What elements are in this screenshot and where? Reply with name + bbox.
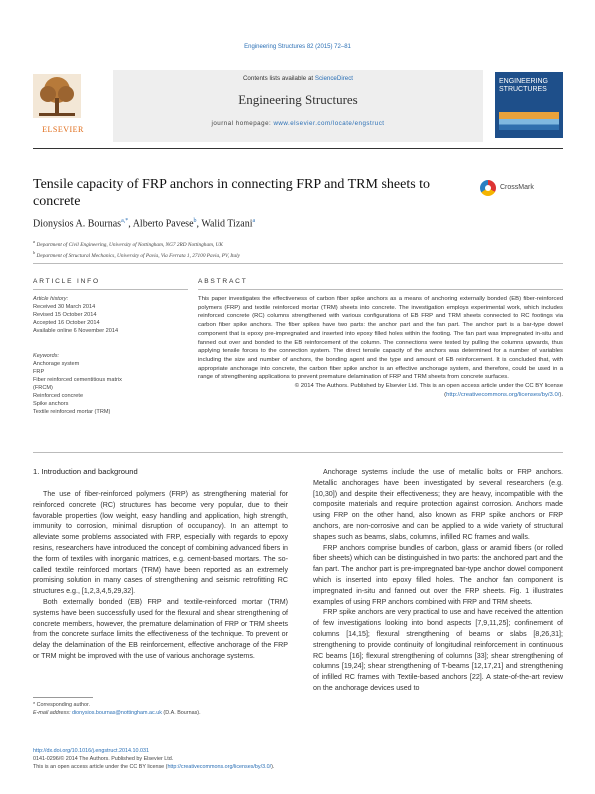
issn-line: 0141-0296/© 2014 The Authors. Published by Elsevier Ltd. [33, 755, 174, 762]
section-heading: 1. Introduction and background [33, 467, 138, 476]
keyword-item: (FRCM) [33, 385, 53, 391]
affiliation-sup: b [33, 249, 36, 255]
elsevier-logo[interactable] [33, 74, 93, 136]
author-sup[interactable]: a [252, 218, 256, 224]
keywords [33, 352, 188, 416]
license-prefix: This is an open access article under the CC BY license ( [33, 763, 168, 770]
crossmark-badge[interactable] [480, 178, 550, 200]
journal-banner [113, 70, 483, 142]
keyword-item: Fiber reinforced cementitious matrix [33, 377, 122, 383]
journal-header [33, 70, 563, 142]
crossmark-label: CrossMark [500, 184, 534, 191]
author-name[interactable]: Dionysios A. Bournas [33, 218, 122, 230]
journal-reference[interactable]: Engineering Structures 82 (2015) 72–81 [244, 44, 351, 50]
body-column-right [313, 467, 563, 694]
contents-prefix: Contents lists available at [242, 75, 315, 82]
email-line [33, 709, 333, 717]
paragraph: FRP anchors comprise bundles of carbon, glass or aramid fibers (or rolled fiber sheets) which can be distinguished in two parts: the anchored part and the fan part. The anchor part is pre-impregnated bar-type anchor dowel component which is inserted into epoxy filled holes. The anchor fan component is impregnated in-situ and fanned out over the FRP sheets. Fig. 1 illustrates examples of using FRP anchors combined with FRP and TRM sheets. [313, 543, 563, 606]
copyright-text: © 2014 The Authors. Published by Elsevier Ltd. This is an open access article under the CC BY license ( [294, 383, 563, 398]
affiliations [33, 238, 240, 260]
history-item: Revised 15 October 2014 [33, 312, 97, 318]
doi-link[interactable]: http://dx.doi.org/10.1016/j.engstruct.2014.10.031 [33, 748, 149, 754]
email-name: (D.A. Bournas). [161, 710, 201, 716]
footnote [33, 701, 333, 717]
article-history [33, 295, 188, 335]
crossmark-icon [480, 180, 496, 196]
footer-license-link[interactable]: http://creativecommons.org/licenses/by/3.0/ [167, 763, 272, 770]
cover-title: ENGINEERING STRUCTURES [499, 78, 549, 93]
elsevier-tree-icon [33, 74, 81, 118]
journal-cover-thumbnail[interactable] [495, 72, 563, 138]
homepage-link[interactable]: www.elsevier.com/locate/engstruct [273, 120, 385, 127]
author-sup[interactable]: a,* [121, 218, 129, 224]
abstract-text: This paper investigates the effectiveness of carbon fiber spike anchors as a means of anchoring externally bonded (EB) fiber-reinforced polymers (FRP) and textile reinforced mortar (TRM) sheets into concrete. The investigation employs experimental work, which includes reinforced concrete (RC) columns strengthened with various configurations of EB FRP and TRM sheets connected to RC footings via carbon fiber spike anchors. The fiber spikes have two parts: the anchor part and the fan part. The anchor part is a bar-type dowel component that is epoxy pre-impregnated and inserted into epoxy filled holes within the footing. The fan part was impregnated in-situ and fanned out over and bonded to the EB reinforcement of the column. The connections were tested by pulling the columns upwards, thus applying tensile forces to the connection system. The direct tensile capacity of the anchors was determined for a number of variables including the size and number of anchors, the bonding agent and the type and amount of EB reinforcement. It is concluded that, with appropriate anchorage into concrete, the carbon fiber spike anchor is an effective anchorage system, and therefore, could be used in a range of strengthening applications to prevent premature delamination of FRP and TRM sheets from concrete surfaces. [198, 296, 563, 381]
publisher-name: ELSEVIER [42, 125, 84, 134]
paragraph: FRP spike anchors are very practical to use and have received the attention of few investigations looking into bond aspects [7,9,11,25]; confinement of columns [14,15]; flexural strengthening of beams or slabs [8,26,31]; strengthening to provide continuity of longitudinal reinforcement in continuous RC beams [16]; flexural strengthening of columns [33]; shear strengthening of columns [19,24]; shear strengthening of T-beams [12,17,21] and strengthening of infilled RC frames with Textile-based anchors [22]. A state-of-the-art review on the anchorage devices used to [313, 608, 563, 692]
author-list: Dionysios A. Bournas$^{a,*}$, Alberto Pavese$^b$, Walid Tizani$^a$ [33, 218, 256, 230]
homepage-prefix: journal homepage: [211, 120, 274, 127]
paragraph: Anchorage systems include the use of metallic bolts or FRP anchors. Metallic anchorages have been investigated by several researchers (e.g. [10,30]) and despite their effectiveness; they are heavy, incompatible with the composite materials and require protection against corrosion. Anchors made using FRP on the other hand, also known as FRP spike anchors or FRP anchors, are non-corrosive and can be applied to a wide variety of structural shapes such as beams, slabs, columns, infilled RC frames and walls. [313, 468, 563, 541]
copyright-end: ). [559, 391, 563, 398]
journal-title: Engineering Structures [238, 92, 358, 107]
abstract-divider [198, 289, 563, 290]
author-sup[interactable]: b [193, 218, 197, 224]
affiliation-sup: a [33, 239, 36, 244]
abstract-copyright [198, 382, 563, 399]
abstract-heading: ABSTRACT [198, 278, 248, 285]
keyword-item: Textile reinforced mortar (TRM) [33, 409, 111, 415]
article-info-divider [33, 289, 188, 290]
header-divider [33, 148, 563, 149]
email-label: E-mail address: [33, 710, 72, 716]
keywords-label: Keywords: [33, 353, 60, 359]
license-line [33, 764, 563, 772]
body-column-left [33, 489, 288, 662]
page-footer [33, 748, 563, 771]
contents-line [113, 75, 483, 82]
abstract-body [198, 295, 563, 399]
body-divider [33, 452, 563, 453]
section-divider [33, 263, 563, 264]
homepage-line [113, 120, 483, 127]
keyword-item: FRP [33, 369, 45, 375]
author-name[interactable]: Walid Tizani [201, 218, 253, 230]
affiliation-item [33, 238, 240, 249]
keyword-item: Spike anchors [33, 401, 69, 407]
license-link[interactable]: http://creativecommons.org/licenses/by/3.0/ [446, 391, 560, 398]
history-label: Article history: [33, 296, 69, 302]
author-name[interactable]: Alberto Pavese [132, 218, 194, 230]
history-item: Received 30 March 2014 [33, 304, 96, 310]
footnote-divider [33, 697, 93, 698]
keyword-item: Anchorage system [33, 361, 80, 367]
affiliation-text: Department of Structural Mechanics, University of Pavia, Via Ferrata 1, 27100 Pavia, PV, Italy [36, 252, 240, 259]
sciencedirect-link[interactable]: ScienceDirect [314, 75, 354, 82]
history-item: Available online 6 November 2014 [33, 328, 119, 334]
history-item: Accepted 16 October 2014 [33, 320, 100, 326]
affiliation-item [33, 249, 240, 260]
license-end: ). [271, 763, 275, 770]
corresponding-author: * Corresponding author. [33, 702, 90, 708]
keyword-item: Reinforced concrete [33, 393, 84, 399]
affiliation-text: Department of Civil Engineering, University of Nottingham, NG7 2RD Nottingham, UK [36, 241, 223, 248]
cover-image [499, 112, 559, 130]
article-title: Tensile capacity of FRP anchors in connecting FRP and TRM sheets to concrete [33, 177, 431, 209]
paragraph: The use of fiber-reinforced polymers (FRP) as strengthening material for reinforced concrete (RC) structures has become very popular, due to their favorable properties (low weight, easy handling and application, high strength, immunity to corrosion, minimal disruption of occupancy). In an attempt to alleviate some problems associated with FRP, especially with regards to epoxy resins, researchers have introduced the concept of combining advanced fibers in the form of textiles with inorganic matrices, e.g. cement-based mortars. The so-called textile reinforced mortars (TRM) have been reported as an extremely promising solution in many cases of strengthening and seismic retrofitting RC structures e.g., [1,2,3,4,5,29,32]. [33, 490, 288, 596]
paragraph: Both externally bonded (EB) FRP and textile-reinforced mortar (TRM) systems have been successfully used for the flexural and shear strengthening of concrete members, however, the premature delamination of FRP or TRM sheets from the concrete surface limits the effectiveness of the technique. To prevent or delay the delamination of the EB reinforcement, effective anchorage of the FRP or TRM might be improved with the use of various anchorage systems. [33, 597, 288, 660]
email-link[interactable]: dionysios.bournas@nottingham.ac.uk [71, 710, 162, 716]
article-info-heading: ARTICLE INFO [33, 278, 100, 285]
